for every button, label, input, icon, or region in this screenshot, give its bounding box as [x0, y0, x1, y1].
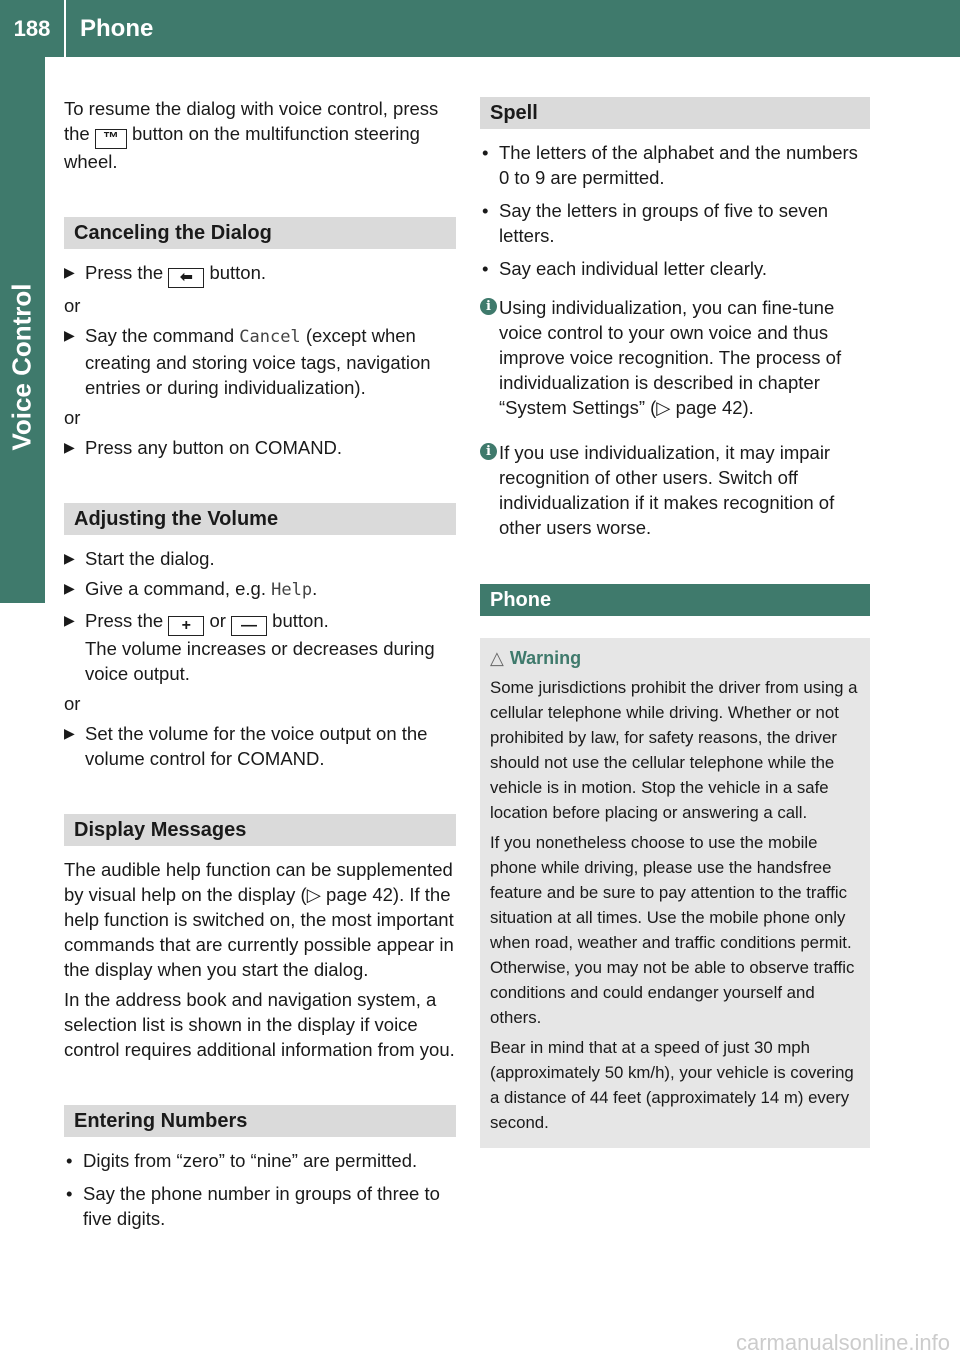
step-text: Say the command: [85, 325, 235, 346]
or-text: or: [64, 295, 81, 316]
step-text: .: [312, 578, 318, 599]
step-text: Give a command, e.g.: [85, 578, 266, 599]
heading-display-messages: Display Messages: [64, 814, 456, 846]
step-text: button.: [272, 610, 329, 631]
plus-button-icon: +: [168, 616, 204, 636]
heading-canceling: Canceling the Dialog: [64, 217, 456, 249]
heading-volume: Adjusting the Volume: [64, 503, 456, 535]
step-text: button.: [209, 262, 267, 283]
left-column: [64, 96, 456, 1239]
step-text: Start the dialog.: [85, 548, 215, 569]
list-item: • Say the letters in groups of five to seven letters.: [482, 200, 829, 246]
or-text: or: [64, 693, 81, 714]
heading-phone: Phone: [480, 584, 870, 616]
info-note: [480, 440, 870, 540]
warning-box: [480, 638, 870, 1148]
info-icon: i: [480, 298, 497, 315]
step-result: The volume increases or decreases during voice output.: [85, 638, 435, 684]
step: [64, 546, 456, 571]
list-item-text: Say the letters in groups of five to seven letters.: [499, 200, 829, 246]
info-note: [480, 295, 870, 420]
list-item-text: The letters of the alphabet and the numbers 0 to 9 are permitted.: [499, 142, 858, 188]
chapter-label: Voice Control: [6, 283, 37, 451]
step: [64, 576, 456, 603]
list-item-text: Digits from “zero” to “nine” are permitted.: [83, 1150, 418, 1171]
step-text: Press the: [85, 262, 164, 283]
watermark: carmanualsonline.info: [735, 1330, 950, 1355]
header-bar: [0, 0, 960, 57]
step-arrow-icon: ▶: [64, 264, 75, 280]
step-arrow-icon: ▶: [64, 327, 75, 343]
list-item: • Digits from “zero” to “nine” are permitted.: [66, 1150, 418, 1171]
step-text: or: [209, 610, 226, 631]
intro-text-b: button on the multifunction steering wheel.: [64, 123, 420, 172]
intro-paragraph: [64, 96, 456, 174]
warning-triangle-icon: △: [490, 648, 504, 668]
list-item-text: Say each individual letter clearly.: [499, 258, 768, 279]
warning-paragraph: If you nonetheless choose to use the mobile phone while driving, please use the handsfree feature and be sure to pay attention to the traffic situation at all times. Use the mobile phone only when road, weather and traffic conditions permit. Otherwise, you may not be able to observe traffic conditions and could endanger yourself and others.: [490, 833, 855, 1027]
right-column: [480, 97, 870, 1148]
command-text: Help: [271, 580, 313, 600]
command-text: Cancel: [239, 327, 301, 347]
list-item-text: Say the phone number in groups of three to five digits.: [83, 1183, 440, 1229]
step: [64, 721, 456, 771]
step-arrow-icon: ▶: [64, 580, 75, 596]
warning-title: [490, 646, 860, 671]
step-text: Press any button on COMAND.: [85, 437, 343, 458]
info-text: If you use individualization, it may impair recognition of other users. Switch off individualization if it makes recognition of other users worse.: [499, 442, 835, 538]
info-text: Using individualization, you can fine-tune voice control to your own voice and thus improve voice recognition. The process of individualization is described in chapter “System Settings” (▷ page 42).: [499, 297, 842, 418]
step-arrow-icon: ▶: [64, 612, 75, 628]
voice-button-icon: ™: [95, 129, 127, 149]
step: [64, 323, 456, 400]
list-item: • Say each individual letter clearly.: [482, 258, 768, 279]
step-text: Set the volume for the voice output on the volume control for COMAND.: [85, 723, 428, 769]
step: [64, 435, 456, 460]
step: [64, 608, 456, 686]
heading-entering-numbers: Entering Numbers: [64, 1105, 456, 1137]
warning-paragraph: Some jurisdictions prohibit the driver from using a cellular telephone while driving. Whether or not prohibited by law, for safety reasons, the driver should not use the cellular telephone while the vehicle is in motion. Stop the vehicle in a safe location before placing or answering a call.: [490, 678, 858, 822]
intro-text-a: To resume the dialog with voice control, press the: [64, 98, 439, 144]
chapter-tab: [0, 57, 45, 603]
step-text: (except when creating and storing voice tags, navigation entries or during individualization).: [85, 325, 431, 398]
step-arrow-icon: ▶: [64, 439, 75, 455]
page-number: 188: [13, 15, 51, 41]
paragraph: In the address book and navigation system, a selection list is shown in the display if voice control requires additional information from you.: [64, 989, 455, 1060]
list-item: • Say the phone number in groups of three to five digits.: [66, 1183, 440, 1229]
section-title: Phone: [80, 14, 154, 42]
step: [64, 260, 456, 288]
step-text: Press the: [85, 610, 164, 631]
or-text: or: [64, 407, 81, 428]
step-arrow-icon: ▶: [64, 725, 75, 741]
heading-spell: Spell: [480, 97, 870, 129]
step-arrow-icon: ▶: [64, 550, 75, 566]
info-icon: i: [480, 443, 497, 460]
warning-paragraph: Bear in mind that at a speed of just 30 mph (approximately 50 km/h), your vehicle is covering a distance of 44 feet (approximately 14 m) every second.: [490, 1038, 854, 1132]
minus-button-icon: —: [231, 616, 267, 636]
warning-title-text: Warning: [509, 648, 582, 668]
back-button-icon: ⬅: [168, 268, 204, 288]
header-divider: [64, 0, 66, 57]
paragraph: The audible help function can be supplemented by visual help on the display (▷ page 42). If the help function is switched on, the most important commands that are currently possible appear in the display when you start the dialog.: [64, 859, 454, 980]
list-item: • The letters of the alphabet and the numbers 0 to 9 are permitted.: [482, 142, 858, 188]
